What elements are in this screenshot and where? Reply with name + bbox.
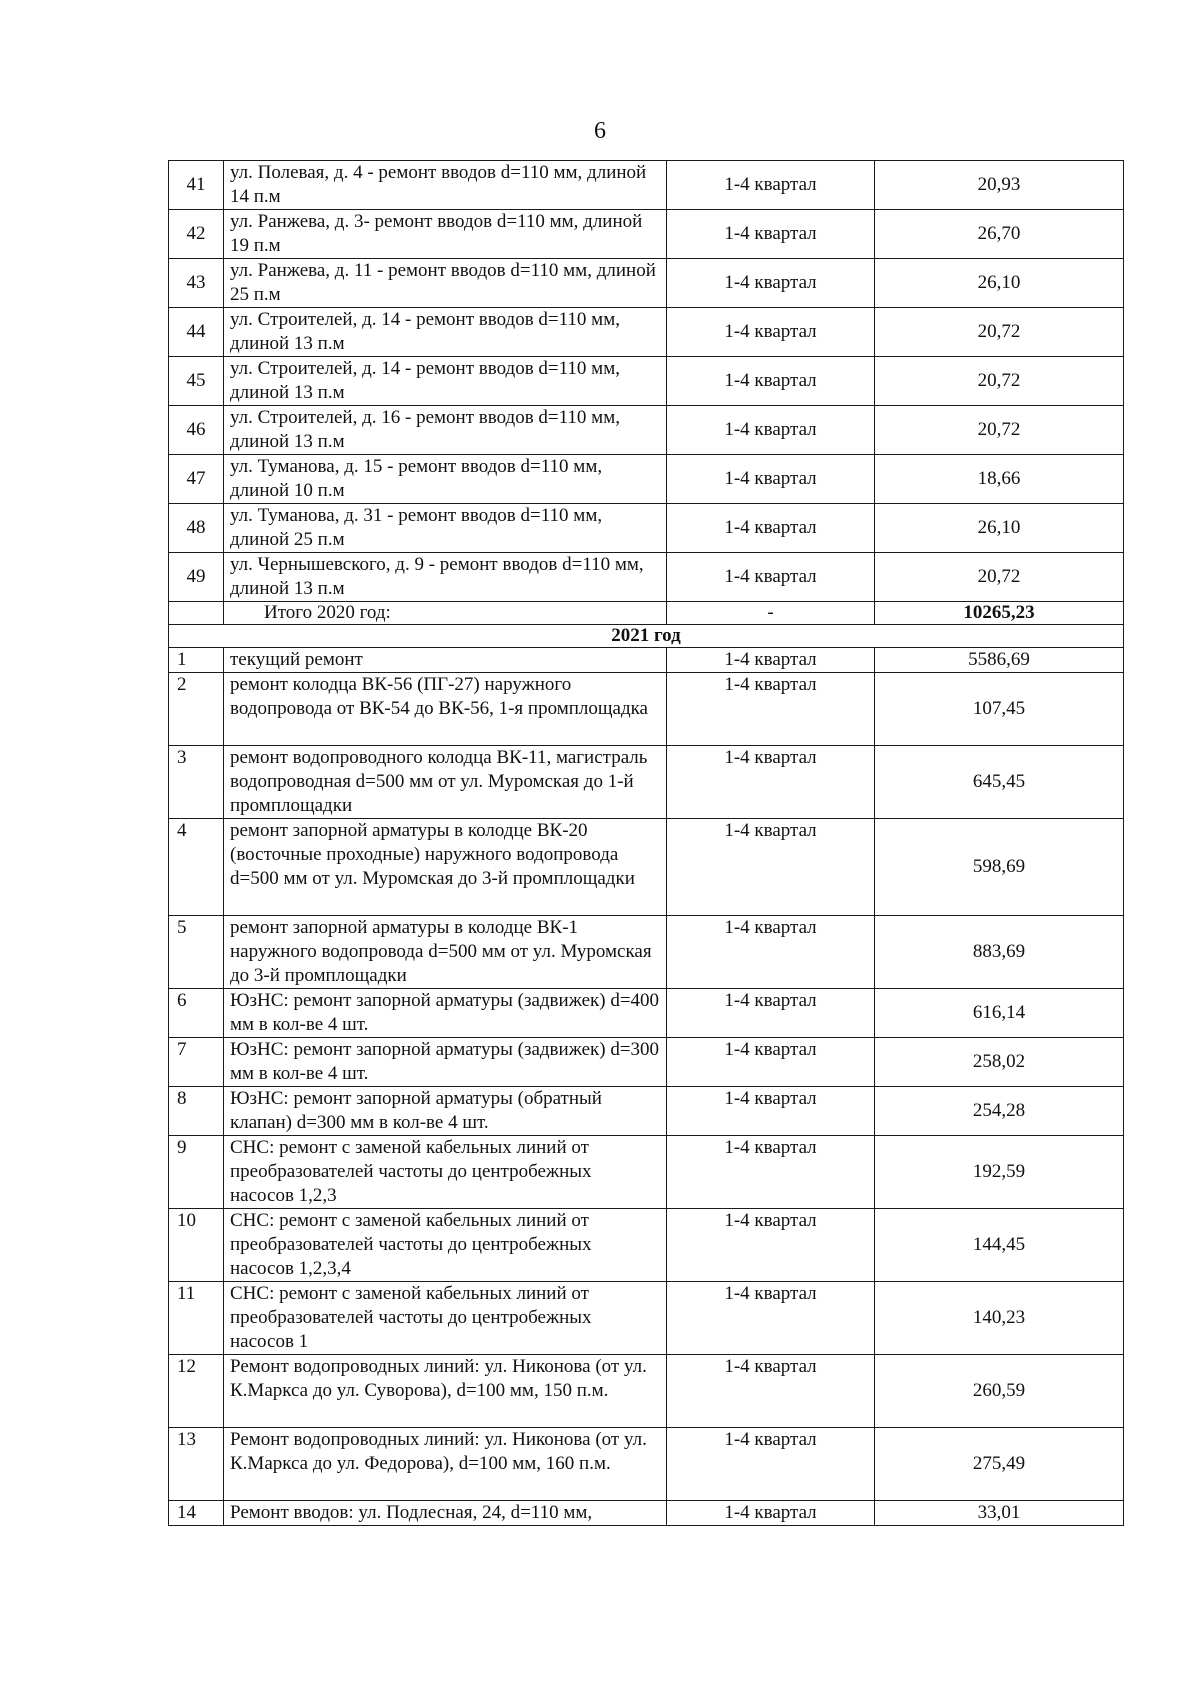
row-number: 41 xyxy=(169,161,224,210)
row-number: 2 xyxy=(169,673,224,746)
row-amount: 20,72 xyxy=(875,553,1124,602)
row-amount: 275,49 xyxy=(875,1428,1124,1501)
row-number: 12 xyxy=(169,1355,224,1428)
table-row xyxy=(169,1282,1124,1355)
total-period: - xyxy=(667,602,875,625)
table-row xyxy=(169,1087,1124,1136)
row-number: 45 xyxy=(169,357,224,406)
row-number: 10 xyxy=(169,1209,224,1282)
row-period: 1-4 квартал xyxy=(667,819,875,916)
row-amount: 26,10 xyxy=(875,504,1124,553)
row-amount: 107,45 xyxy=(875,673,1124,746)
row-number: 13 xyxy=(169,1428,224,1501)
row-description: ул. Туманова, д. 15 - ремонт вводов d=110 мм, длиной 10 п.м xyxy=(224,455,667,504)
row-period: 1-4 квартал xyxy=(667,1038,875,1087)
row-description: ЮзНС: ремонт запорной арматуры (задвижек) d=300 мм в кол-ве 4 шт. xyxy=(224,1038,667,1087)
row-number: 3 xyxy=(169,746,224,819)
row-number: 48 xyxy=(169,504,224,553)
row-amount: 192,59 xyxy=(875,1136,1124,1209)
row-description: ул. Чернышевского, д. 9 - ремонт вводов d=110 мм, длиной 13 п.м xyxy=(224,553,667,602)
row-period: 1-4 квартал xyxy=(667,989,875,1038)
row-amount: 5586,69 xyxy=(875,648,1124,673)
table-row xyxy=(169,989,1124,1038)
table-row xyxy=(169,746,1124,819)
row-amount: 645,45 xyxy=(875,746,1124,819)
table-row xyxy=(169,673,1124,746)
table-row xyxy=(169,406,1124,455)
table-row xyxy=(169,1501,1124,1526)
total-amount: 10265,23 xyxy=(875,602,1124,625)
table-row xyxy=(169,1209,1124,1282)
total-number-cell xyxy=(169,602,224,625)
row-period: 1-4 квартал xyxy=(667,1087,875,1136)
row-number: 14 xyxy=(169,1501,224,1526)
row-period: 1-4 квартал xyxy=(667,1282,875,1355)
row-number: 5 xyxy=(169,916,224,989)
table-row xyxy=(169,1038,1124,1087)
row-amount: 260,59 xyxy=(875,1355,1124,1428)
table-row xyxy=(169,916,1124,989)
row-number: 46 xyxy=(169,406,224,455)
row-period: 1-4 квартал xyxy=(667,308,875,357)
row-period: 1-4 квартал xyxy=(667,916,875,989)
row-description: ул. Строителей, д. 14 - ремонт вводов d=110 мм, длиной 13 п.м xyxy=(224,357,667,406)
row-number: 1 xyxy=(169,648,224,673)
row-period: 1-4 квартал xyxy=(667,357,875,406)
table-row xyxy=(169,1136,1124,1209)
row-amount: 20,93 xyxy=(875,161,1124,210)
row-amount: 598,69 xyxy=(875,819,1124,916)
row-period: 1-4 квартал xyxy=(667,1209,875,1282)
row-amount: 254,28 xyxy=(875,1087,1124,1136)
row-period: 1-4 квартал xyxy=(667,210,875,259)
row-number: 6 xyxy=(169,989,224,1038)
row-description: ул. Ранжева, д. 3- ремонт вводов d=110 мм, длиной 19 п.м xyxy=(224,210,667,259)
row-description: ЮзНС: ремонт запорной арматуры (обратный клапан) d=300 мм в кол-ве 4 шт. xyxy=(224,1087,667,1136)
row-number: 47 xyxy=(169,455,224,504)
year-header-row xyxy=(169,625,1124,648)
table-row xyxy=(169,1428,1124,1501)
row-amount: 144,45 xyxy=(875,1209,1124,1282)
repair-plan-table xyxy=(168,160,1124,1526)
row-amount: 20,72 xyxy=(875,406,1124,455)
page-number: 6 xyxy=(594,118,606,144)
row-description: СНС: ремонт с заменой кабельных линий от преобразователей частоты до центробежных насосов 1,2,3 xyxy=(224,1136,667,1209)
table-row xyxy=(169,210,1124,259)
row-description: ремонт запорной арматуры в колодце ВК-1 наружного водопровода d=500 мм от ул. Муромская до 3-й промплощадки xyxy=(224,916,667,989)
row-amount: 20,72 xyxy=(875,308,1124,357)
total-row-2020 xyxy=(169,602,1124,625)
row-period: 1-4 квартал xyxy=(667,1501,875,1526)
row-amount: 883,69 xyxy=(875,916,1124,989)
table-row xyxy=(169,308,1124,357)
row-description: ЮзНС: ремонт запорной арматуры (задвижек) d=400 мм в кол-ве 4 шт. xyxy=(224,989,667,1038)
row-period: 1-4 квартал xyxy=(667,455,875,504)
row-description: ремонт колодца ВК-56 (ПГ-27) наружного водопровода от ВК-54 до ВК-56, 1-я промплощадка xyxy=(224,673,667,746)
row-description: ул. Туманова, д. 31 - ремонт вводов d=110 мм, длиной 25 п.м xyxy=(224,504,667,553)
row-period: 1-4 квартал xyxy=(667,1136,875,1209)
row-period: 1-4 квартал xyxy=(667,1355,875,1428)
table-row xyxy=(169,455,1124,504)
row-number: 49 xyxy=(169,553,224,602)
row-amount: 20,72 xyxy=(875,357,1124,406)
table-row xyxy=(169,1355,1124,1428)
row-number: 7 xyxy=(169,1038,224,1087)
table-row xyxy=(169,504,1124,553)
row-description: СНС: ремонт с заменой кабельных линий от преобразователей частоты до центробежных насосов 1,2,3,4 xyxy=(224,1209,667,1282)
row-amount: 18,66 xyxy=(875,455,1124,504)
row-period: 1-4 квартал xyxy=(667,1428,875,1501)
row-description: ул. Строителей, д. 16 - ремонт вводов d=110 мм, длиной 13 п.м xyxy=(224,406,667,455)
row-number: 4 xyxy=(169,819,224,916)
table-row xyxy=(169,161,1124,210)
row-amount: 26,10 xyxy=(875,259,1124,308)
table-row xyxy=(169,819,1124,916)
row-description: ремонт водопроводного колодца ВК-11, магистраль водопроводная d=500 мм от ул. Муромская до 1-й промплощадки xyxy=(224,746,667,819)
table-row xyxy=(169,357,1124,406)
row-description: СНС: ремонт с заменой кабельных линий от преобразователей частоты до центробежных насосов 1 xyxy=(224,1282,667,1355)
row-amount: 616,14 xyxy=(875,989,1124,1038)
row-description: ул. Строителей, д. 14 - ремонт вводов d=110 мм, длиной 13 п.м xyxy=(224,308,667,357)
row-description: текущий ремонт xyxy=(224,648,667,673)
table-row xyxy=(169,259,1124,308)
year-header: 2021 год xyxy=(169,625,1124,648)
row-period: 1-4 квартал xyxy=(667,406,875,455)
row-number: 44 xyxy=(169,308,224,357)
row-amount: 140,23 xyxy=(875,1282,1124,1355)
total-label: Итого 2020 год: xyxy=(224,602,667,625)
table-row xyxy=(169,648,1124,673)
row-amount: 258,02 xyxy=(875,1038,1124,1087)
row-period: 1-4 квартал xyxy=(667,259,875,308)
row-number: 9 xyxy=(169,1136,224,1209)
row-period: 1-4 квартал xyxy=(667,504,875,553)
row-period: 1-4 квартал xyxy=(667,746,875,819)
row-number: 42 xyxy=(169,210,224,259)
row-period: 1-4 квартал xyxy=(667,648,875,673)
row-amount: 26,70 xyxy=(875,210,1124,259)
row-period: 1-4 квартал xyxy=(667,673,875,746)
row-period: 1-4 квартал xyxy=(667,161,875,210)
row-description: Ремонт водопроводных линий: ул. Никонова (от ул. К.Маркса до ул. Федорова), d=100 мм, 160 п.м. xyxy=(224,1428,667,1501)
table-row xyxy=(169,553,1124,602)
row-description: ул. Полевая, д. 4 - ремонт вводов d=110 мм, длиной 14 п.м xyxy=(224,161,667,210)
row-amount: 33,01 xyxy=(875,1501,1124,1526)
row-number: 11 xyxy=(169,1282,224,1355)
row-description: ул. Ранжева, д. 11 - ремонт вводов d=110 мм, длиной 25 п.м xyxy=(224,259,667,308)
row-description: Ремонт вводов: ул. Подлесная, 24, d=110 мм, xyxy=(224,1501,667,1526)
row-description: Ремонт водопроводных линий: ул. Никонова (от ул. К.Маркса до ул. Суворова), d=100 мм, 150 п.м. xyxy=(224,1355,667,1428)
row-number: 8 xyxy=(169,1087,224,1136)
row-number: 43 xyxy=(169,259,224,308)
row-period: 1-4 квартал xyxy=(667,553,875,602)
row-description: ремонт запорной арматуры в колодце ВК-20 (восточные проходные) наружного водопровода d=500 мм от ул. Муромская до 3-й промплощадки xyxy=(224,819,667,916)
